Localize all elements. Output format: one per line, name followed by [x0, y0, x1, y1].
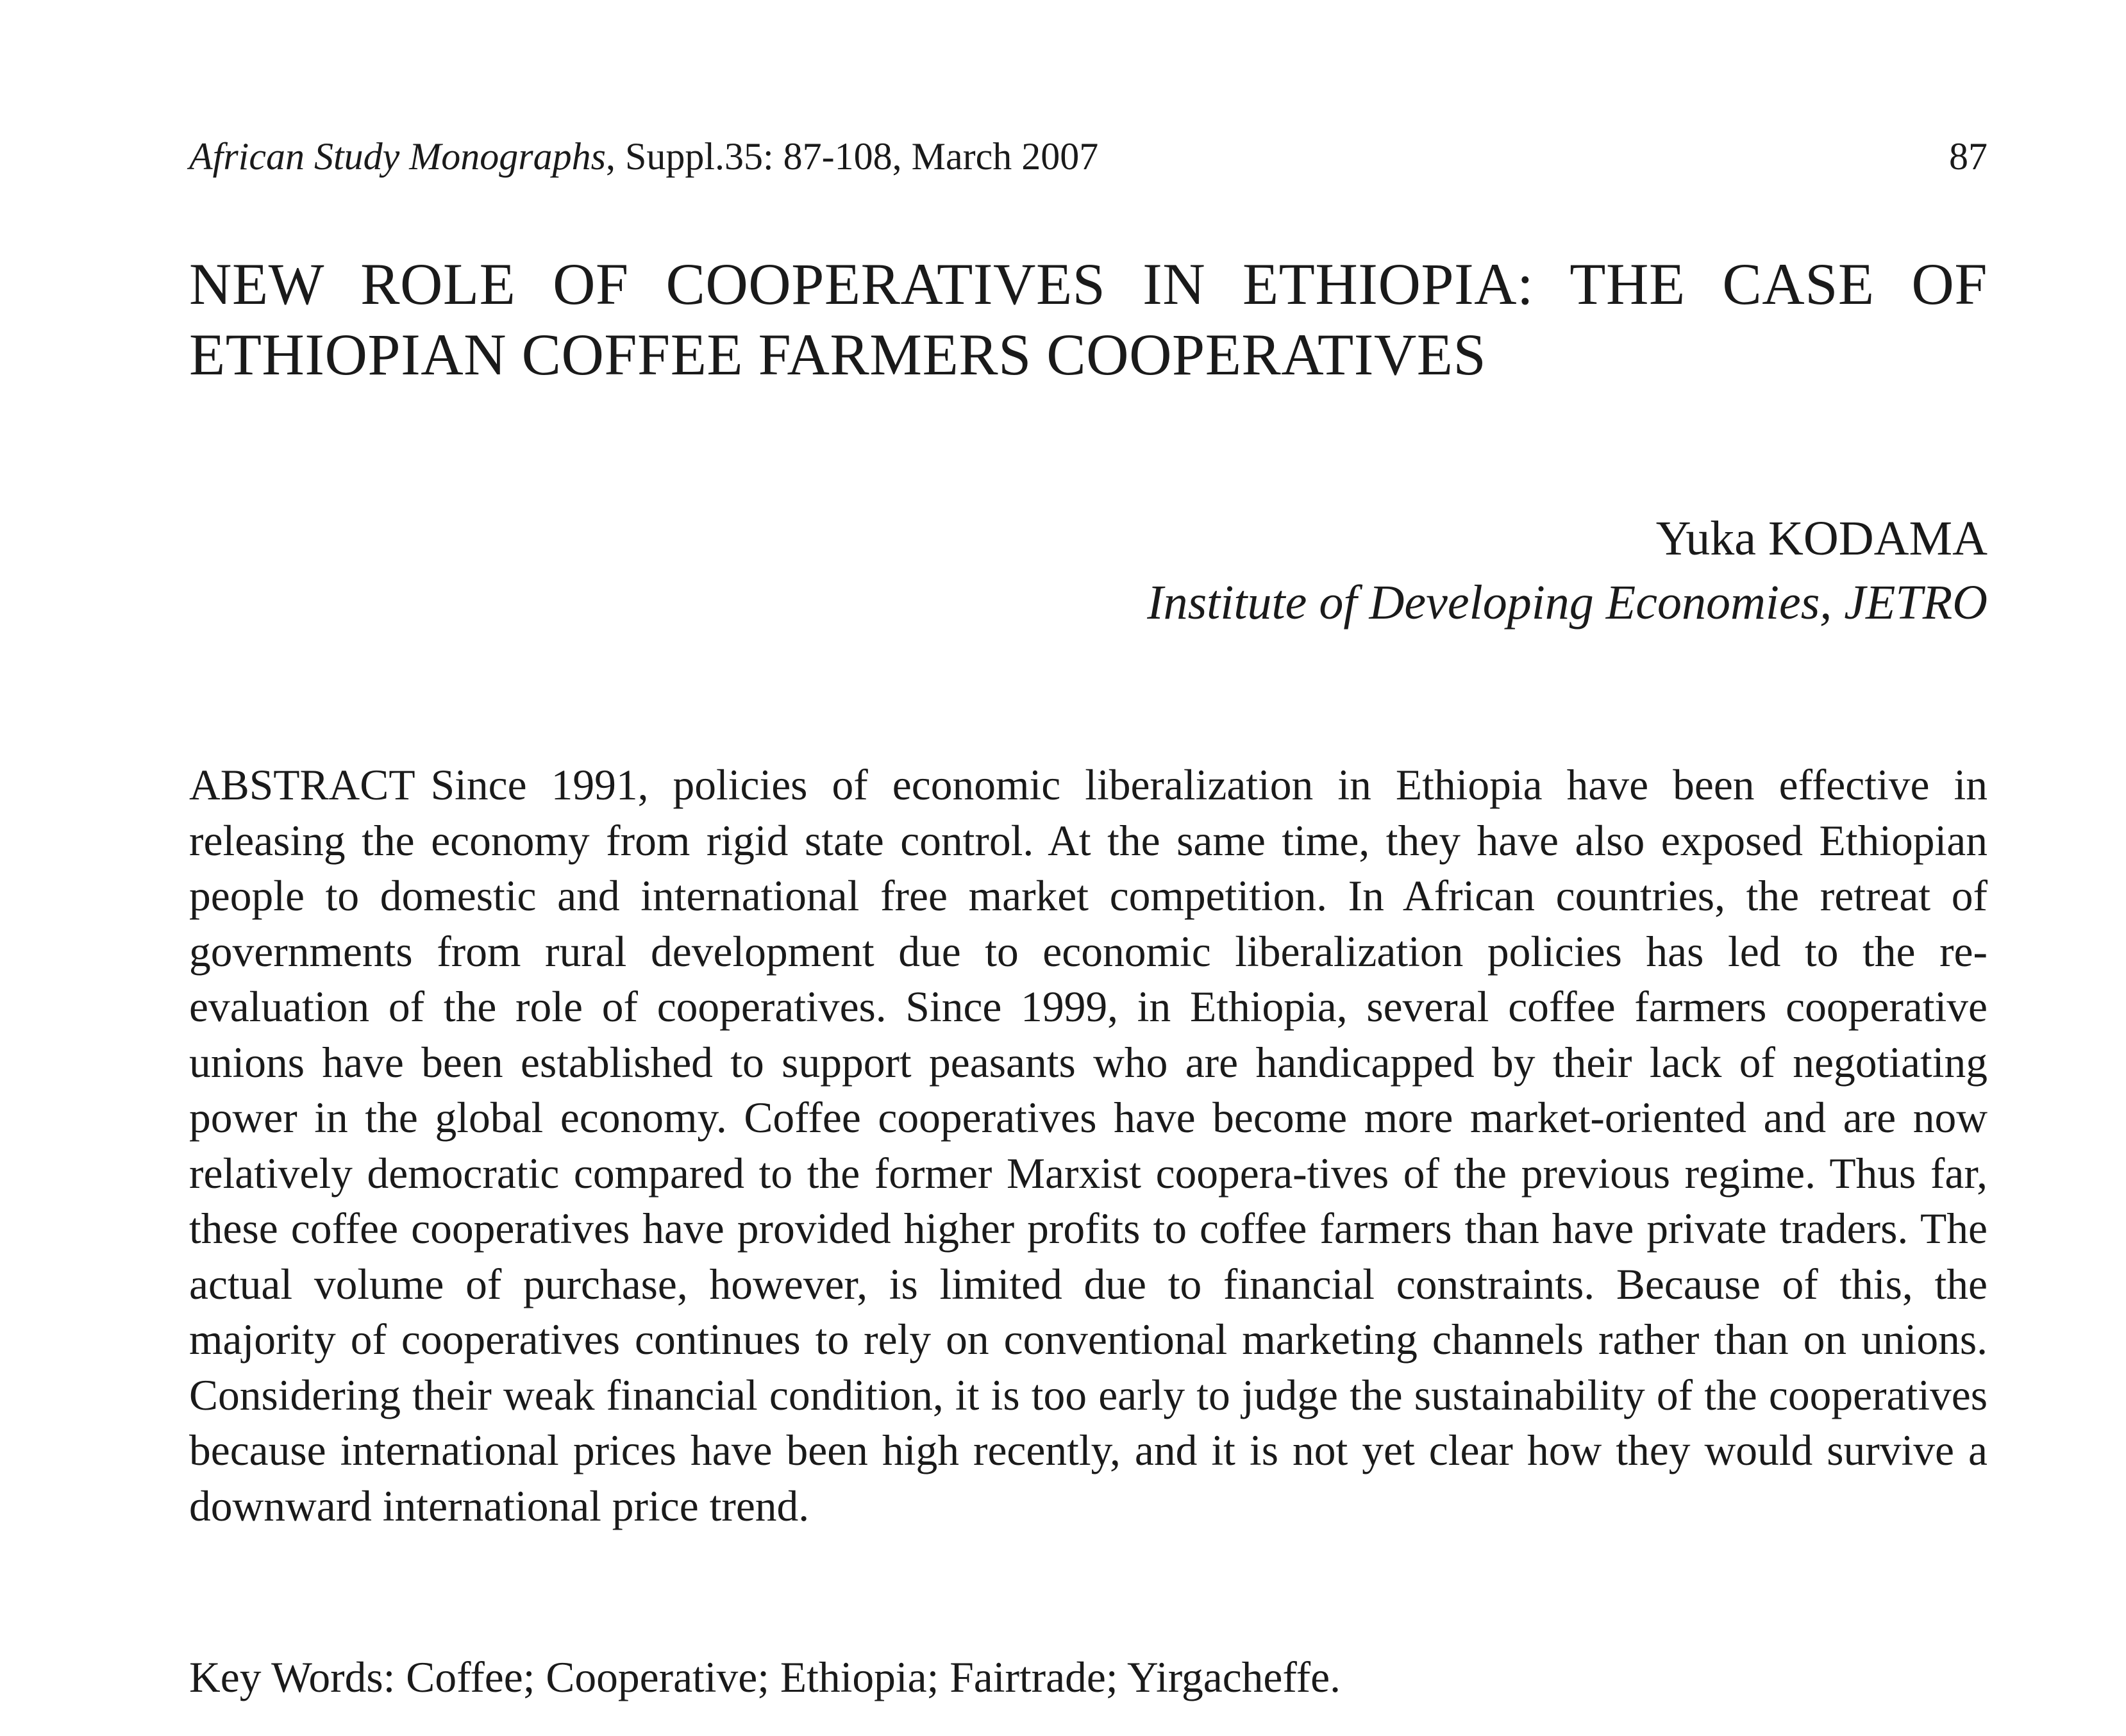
- citation-details: , Suppl.35: 87-108, March 2007: [605, 135, 1099, 178]
- abstract: [189, 758, 1988, 1534]
- journal-citation: [189, 135, 1098, 179]
- author-name: Yuka KODAMA: [1655, 512, 1988, 565]
- keywords: [189, 1650, 1988, 1705]
- keywords-label: Key Words:: [189, 1653, 396, 1701]
- paper-page: [189, 0, 1988, 1736]
- article-title: NEW ROLE OF COOPERATIVES IN ETHIOPIA: THE CASE OF ETHIOPIAN COFFEE FARMERS COOPERATIVES: [189, 251, 1988, 387]
- page-number: 87: [1949, 135, 1988, 178]
- author-block: [1147, 506, 1988, 635]
- abstract-text: Since 1991, policies of economic liberalization in Ethiopia have been effective in releasing the economy from rigid state control. At the same time, they have also exposed Ethiopian people to domestic and international free market competition. In African countries, the retreat of governments from rural development due to economic liberalization policies has led to the re-evaluation of the role of cooperatives. Since 1999, in Ethiopia, several coffee farmers cooperative unions have been established to support peasants who are handicapped by their lack of negotiating power in the global economy. Coffee cooperatives have become more market-oriented and are now relatively democratic compared to the former Marxist coopera-tives of the previous regime. Thus far, these coffee cooperatives have provided higher profits to coffee farmers than have private traders. The actual volume of purchase, however, is limited due to financial constraints. Because of this, the majority of cooperatives continues to rely on conventional marketing channels rather than on unions. Considering their weak financial condition, it is too early to judge the sustainability of the cooperatives because international prices have been high recently, and it is not yet clear how they would survive a downward international price trend.: [189, 761, 1988, 1530]
- running-header: [189, 135, 1988, 186]
- keywords-list: Coffee; Cooperative; Ethiopia; Fairtrade; Yirgacheffe.: [406, 1653, 1341, 1701]
- journal-name: African Study Monographs: [189, 135, 606, 178]
- author-affiliation: Institute of Developing Economies, JETRO: [1147, 576, 1988, 630]
- abstract-label: ABSTRACT: [189, 761, 415, 809]
